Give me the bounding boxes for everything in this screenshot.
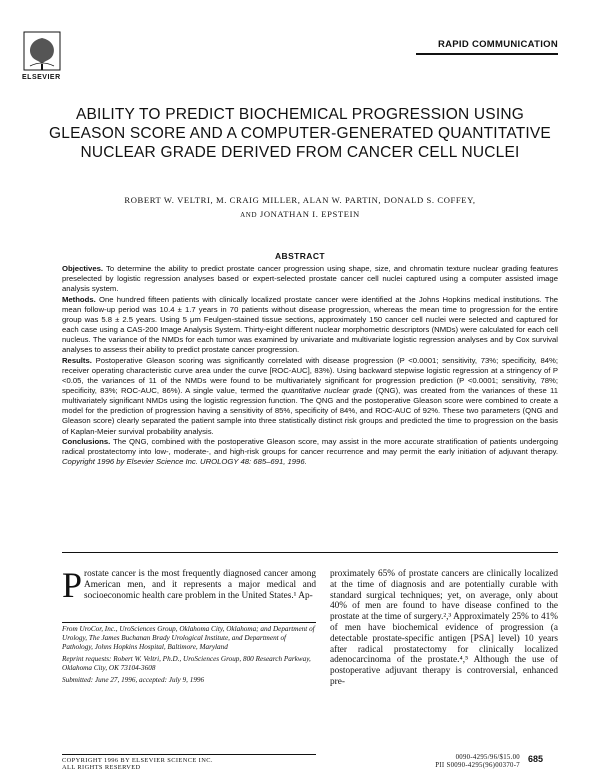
- footer-issn: 0090-4295/96/$15.00: [455, 754, 520, 761]
- objectives-text: To determine the ability to predict prostate cancer progression using shape, size, and chromatin texture nuclear grading features preselected by logistic regression analyses based or expert-selected prostate cancer cell nuclei captured using a computer assisted image analysis system.: [62, 264, 558, 294]
- abstract-objectives: [62, 264, 558, 294]
- results-text-2: (QNG), was created from the variances of these 11 multivariately significant NMDs using the logistic regression function. The QNG and the postoperative Gleason score were combined to create a model for the prediction of progression having a sensitivity of 85%, specificity of 84%, and ROC-AUC of 92%. These two parameters (QNG and Gleason score) clearly separated the patient sample into three statistically distinct risk groups and predicted the time to progression on the basis of Kaplan-Meier survival probability analysis.: [62, 386, 559, 436]
- page-number: 685: [528, 754, 544, 764]
- footer-rule: [62, 754, 316, 755]
- article-title: ABILITY TO PREDICT BIOCHEMICAL PROGRESSION USING GLEASON SCORE AND A COMPUTER-GENERATED QUANTITATIVE NUCLEAR GRADE DERIVED FROM CANCER CELL NUCLEI: [49, 106, 551, 161]
- abstract-rule: [62, 552, 558, 553]
- abstract-heading: ABSTRACT: [275, 251, 325, 261]
- footer-copyright-line: COPYRIGHT 1996 BY ELSEVIER SCIENCE INC.: [62, 756, 213, 764]
- copyright-notice: Copyright 1996 by Elsevier Science Inc.: [62, 457, 198, 467]
- conclusions-label: Conclusions.: [62, 437, 111, 447]
- body-column-left: [62, 565, 316, 605]
- footnotes: [62, 625, 316, 687]
- dropcap: P: [62, 565, 83, 605]
- body-left-text: rostate cancer is the most frequently diagnosed cancer among American men, and it represents a major medical and socioeconomic health care problem in the United States.¹ Ap-: [84, 569, 316, 601]
- abstract-body: [62, 264, 558, 468]
- footer-copyright: [62, 754, 316, 772]
- body-column-right: [330, 569, 558, 688]
- footer-identifiers: [400, 754, 520, 770]
- dates-note: Submitted: June 27, 1996, accepted: July 9, 1996: [62, 675, 205, 684]
- publisher-logo-text: ELSEVIER: [22, 74, 61, 81]
- reprint-note: Reprint requests: Robert W. Veltri, Ph.D., UroSciences Group, 800 Research Parkway, Oklahoma City, OK 73104-3608: [62, 654, 311, 672]
- author-list: [60, 193, 540, 222]
- abstract-methods: [62, 295, 558, 356]
- elsevier-tree-logo-icon: [22, 30, 62, 80]
- conclusions-text: The QNG, combined with the postoperative Gleason score, may assist in the more accurate stratification of patients undergoing radical prostatectomy into low-, moderate-, and high-risk groups for cancer recurrence and may permit the early initiation of adjuvant therapy.: [62, 437, 558, 457]
- methods-label: Methods.: [62, 294, 96, 304]
- results-label: Results.: [62, 355, 92, 365]
- abstract-results: [62, 356, 558, 437]
- objectives-label: Objectives.: [62, 264, 104, 273]
- methods-text: One hundred fifteen patients with clinically localized prostate cancer were identified at the Johns Hopkins medical institutions. The mean follow-up period was 10.4 ± 1.7 years in 70 patients without disease progression, whereas the mean time to progression for the entire group was 5.8 ± 2.5 years. Using 5 μm Feulgen-stained tissue sections, approximately 150 cancer cell nuclei were selected and captured for each case using a CAS-200 Image Analysis System. Thirty-eight different nuclear morphometric descriptors (NMDs) were calculated for each cell nucleus. The variance of the NMDs for each tumor was examined by univariate and multivariate logistic regression analyses and by Cox survival analyses to assess their ability to predict prostate cancer progression.: [62, 294, 558, 355]
- author-and: AND: [240, 211, 258, 219]
- abstract-conclusions: [62, 437, 558, 467]
- results-italic: quantitative nuclear grade: [281, 386, 373, 396]
- section-rule: [416, 53, 558, 55]
- footnote-rule: [62, 622, 316, 623]
- journal-citation: UROLOGY 48: 685–691, 1996.: [200, 457, 307, 467]
- body-right-text: proximately 65% of prostate cancers are clinically localized at the time of diagnosis and are potentially curable with standard surgical techniques; yet, on average, only about 40% of men are found to have disease confined to the prostate at the time of surgery.²,³ Approximately 25% to 41% of men have biochemical evidence of progression (a detectable prostate-specific antigen [PSA] level) 10 years after radical prostatectomy for clinically localized adenocarcinoma of the prostate.⁴,⁵ Although the use of postoperative adjuvant therapy is controversial, enhanced pre-: [330, 569, 558, 687]
- author-last: JONATHAN I. EPSTEIN: [259, 209, 360, 219]
- footer-pii: PII S0090-4295(96)00370-7: [435, 762, 520, 769]
- footer-rights-line: ALL RIGHTS RESERVED: [62, 764, 141, 772]
- author-line-2: [60, 207, 540, 222]
- results-text-1: Postoperative Gleason scoring was significantly correlated with disease progression (P <0.0001; sensitivity, 73%; specificity, 84%; receiver operating characteristic curve area under the curve [ROC-AUC], 83%). Using backward stepwise logistic regression at a stringency of P <0.05, the variances of 11 of the NMDs were found to be multivariately significant for progression prediction (P <0.0001; sensitivity, 78%; specificity, 83%; ROC-AUC, 86%). A single value, termed the: [62, 355, 558, 396]
- author-line-1: ROBERT W. VELTRI, M. CRAIG MILLER, ALAN W. PARTIN, DONALD S. COFFEY,: [124, 195, 476, 205]
- affiliation-note: From UroCor, Inc., UroSciences Group, Oklahoma City, Oklahoma; and Department of Urology, The James Buchanan Brady Urological Institute, and Department of Pathology, Johns Hopkins Hospital, Baltimore, Maryland: [62, 625, 315, 651]
- section-label: RAPID COMMUNICATION: [437, 39, 558, 50]
